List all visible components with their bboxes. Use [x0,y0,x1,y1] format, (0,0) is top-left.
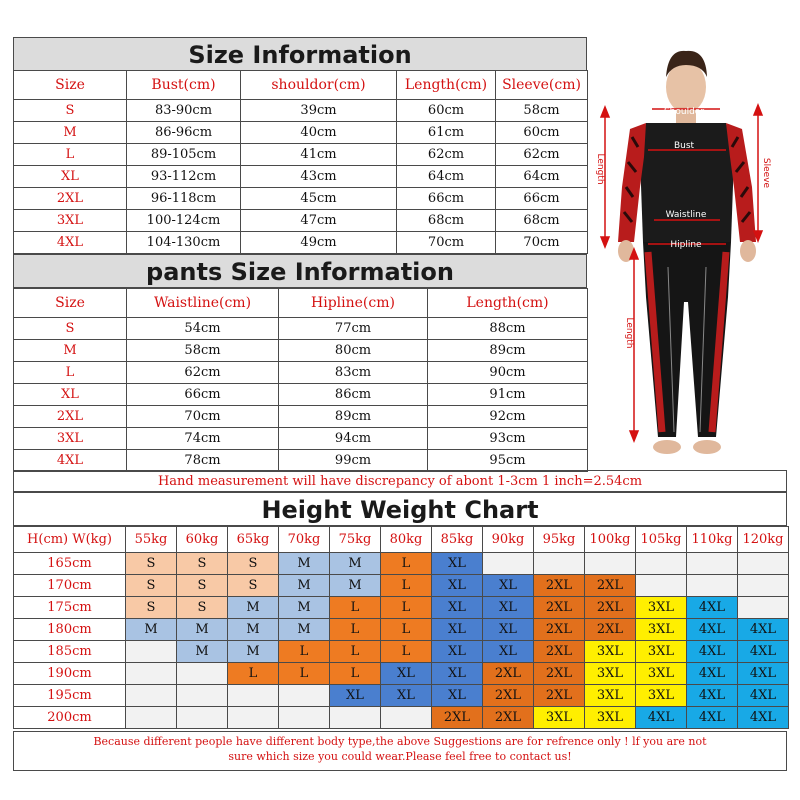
size-cell: M [14,340,127,362]
size-recommendation-cell: 2XL [534,641,585,663]
model-figure [588,37,787,470]
value-cell: 39cm [241,100,397,122]
size-cell: S [14,100,127,122]
size-recommendation-cell [228,685,279,707]
size-recommendation-cell: 2XL [432,707,483,729]
size-recommendation-cell [228,707,279,729]
size-recommendation-cell: XL [483,597,534,619]
size-recommendation-cell [177,663,228,685]
size-cell: XL [14,166,127,188]
size-recommendation-cell: L [279,663,330,685]
size-recommendation-cell [738,575,789,597]
value-cell: 90cm [428,362,588,384]
value-cell: 40cm [241,122,397,144]
measurement-note: Hand measurement will have discrepancy of abont 1-3cm 1 inch=2.54cm [13,470,787,492]
size-recommendation-cell: S [228,553,279,575]
size-cell: 3XL [14,210,127,232]
value-cell: 80cm [279,340,428,362]
size-recommendation-cell: 2XL [534,597,585,619]
height-cell: 190cm [14,663,126,685]
size-recommendation-cell: XL [483,619,534,641]
value-cell: 92cm [428,406,588,428]
size-recommendation-cell [126,641,177,663]
shirt-header-cell: Sleeve(cm) [496,71,588,100]
table-row [14,210,588,232]
value-cell: 54cm [127,318,279,340]
height-weight-title: Height Weight Chart [13,492,787,526]
weight-header-cell: 100kg [585,527,636,553]
value-cell: 83-90cm [127,100,241,122]
size-recommendation-cell: XL [432,663,483,685]
size-recommendation-cell [534,553,585,575]
size-recommendation-cell [177,707,228,729]
size-recommendation-cell: M [228,597,279,619]
height-cell: 200cm [14,707,126,729]
table-row [14,428,588,450]
size-recommendation-cell [636,553,687,575]
size-recommendation-cell: 2XL [585,597,636,619]
table-row [14,362,588,384]
value-cell: 64cm [397,166,496,188]
table-row [14,597,789,619]
weight-header-cell: 70kg [279,527,330,553]
value-cell: 45cm [241,188,397,210]
value-cell: 68cm [496,210,588,232]
size-cell: 2XL [14,406,127,428]
size-recommendation-cell [687,553,738,575]
size-recommendation-cell: XL [381,685,432,707]
size-recommendation-cell: M [330,575,381,597]
size-recommendation-cell: M [228,619,279,641]
sleeve-label: Sleeve [761,157,771,189]
size-recommendation-cell: 4XL [738,663,789,685]
size-recommendation-cell: S [228,575,279,597]
pants-header-cell: Waistline(cm) [127,289,279,318]
value-cell: 104-130cm [127,232,241,254]
shoulder-label: Shouldor [663,107,705,117]
size-recommendation-cell: L [330,597,381,619]
weight-header-cell: 95kg [534,527,585,553]
size-recommendation-cell: 4XL [687,663,738,685]
value-cell: 62cm [397,144,496,166]
weight-header-cell: 80kg [381,527,432,553]
size-cell: 2XL [14,188,127,210]
size-recommendation-cell: XL [330,685,381,707]
size-recommendation-cell [585,553,636,575]
size-cell: L [14,362,127,384]
size-recommendation-cell: XL [432,553,483,575]
table-row [14,122,588,144]
value-cell: 89cm [279,406,428,428]
size-cell: S [14,318,127,340]
size-recommendation-cell: 2XL [534,575,585,597]
size-recommendation-cell: S [177,553,228,575]
value-cell: 74cm [127,428,279,450]
size-recommendation-cell: 3XL [585,663,636,685]
size-recommendation-cell: L [228,663,279,685]
size-recommendation-cell [330,707,381,729]
size-recommendation-cell: 3XL [636,641,687,663]
size-recommendation-cell: S [126,553,177,575]
table-row [14,553,789,575]
size-recommendation-cell: 2XL [534,663,585,685]
value-cell: 43cm [241,166,397,188]
size-recommendation-cell: M [279,619,330,641]
table-row [14,100,588,122]
size-recommendation-cell: M [177,619,228,641]
shirt-size-title: Size Information [13,37,587,71]
weight-header-cell: 85kg [432,527,483,553]
height-cell: 165cm [14,553,126,575]
value-cell: 58cm [496,100,588,122]
size-recommendation-cell: 2XL [483,707,534,729]
weight-header-cell: 110kg [687,527,738,553]
value-cell: 60cm [397,100,496,122]
size-recommendation-cell: M [126,619,177,641]
size-recommendation-cell: M [279,553,330,575]
size-recommendation-cell: 4XL [738,685,789,707]
value-cell: 77cm [279,318,428,340]
value-cell: 83cm [279,362,428,384]
weight-header-cell: 60kg [177,527,228,553]
value-cell: 99cm [279,450,428,472]
bust-label: Bust [673,141,695,151]
size-recommendation-cell: L [330,619,381,641]
size-recommendation-cell: XL [432,575,483,597]
size-recommendation-cell: XL [381,663,432,685]
value-cell: 70cm [496,232,588,254]
value-cell: 60cm [496,122,588,144]
size-recommendation-cell: 4XL [687,685,738,707]
size-recommendation-cell: XL [432,597,483,619]
size-cell: L [14,144,127,166]
size-recommendation-cell [483,553,534,575]
size-recommendation-cell [636,575,687,597]
size-recommendation-cell [126,685,177,707]
weight-header-cell: 75kg [330,527,381,553]
shirt-header-cell: Bust(cm) [127,71,241,100]
height-cell: 175cm [14,597,126,619]
table-row [14,641,789,663]
size-recommendation-cell: 3XL [534,707,585,729]
pants-header-cell: Length(cm) [428,289,588,318]
value-cell: 94cm [279,428,428,450]
pants-header-cell: Hipline(cm) [279,289,428,318]
value-cell: 86-96cm [127,122,241,144]
size-cell: 4XL [14,450,127,472]
size-recommendation-cell: 4XL [687,641,738,663]
size-recommendation-cell: M [177,641,228,663]
table-row [14,685,789,707]
size-recommendation-cell: 4XL [687,597,738,619]
pants-header-row [14,289,588,318]
weight-header-cell: 65kg [228,527,279,553]
value-cell: 41cm [241,144,397,166]
size-recommendation-cell: S [177,575,228,597]
value-cell: 49cm [241,232,397,254]
size-recommendation-cell [279,685,330,707]
size-recommendation-cell: S [126,597,177,619]
value-cell: 86cm [279,384,428,406]
value-cell: 61cm [397,122,496,144]
size-recommendation-cell: 3XL [636,619,687,641]
size-recommendation-cell: L [381,553,432,575]
size-recommendation-cell: 3XL [585,685,636,707]
size-recommendation-cell: S [177,597,228,619]
value-cell: 62cm [127,362,279,384]
size-recommendation-cell: XL [483,641,534,663]
size-recommendation-cell: 4XL [738,707,789,729]
size-recommendation-cell: S [126,575,177,597]
size-recommendation-cell: L [330,663,381,685]
table-row [14,663,789,685]
size-recommendation-cell: 3XL [636,663,687,685]
value-cell: 68cm [397,210,496,232]
table-row [14,318,588,340]
shirt-header-row [14,71,588,100]
size-recommendation-cell: 3XL [636,597,687,619]
table-row [14,232,588,254]
size-recommendation-cell [381,707,432,729]
waistline-label: Waistline [665,210,707,220]
size-recommendation-cell: M [228,641,279,663]
size-recommendation-cell [126,707,177,729]
table-row [14,340,588,362]
height-cell: 195cm [14,685,126,707]
size-recommendation-cell: 4XL [687,707,738,729]
value-cell: 62cm [496,144,588,166]
size-recommendation-cell: 4XL [687,619,738,641]
value-cell: 66cm [397,188,496,210]
table-row [14,188,588,210]
size-recommendation-cell: 2XL [534,685,585,707]
pants-size-title: pants Size Information [13,254,587,288]
size-recommendation-cell [738,553,789,575]
size-cell: 3XL [14,428,127,450]
value-cell: 66cm [496,188,588,210]
value-cell: 70cm [397,232,496,254]
size-recommendation-cell: XL [432,619,483,641]
value-cell: 66cm [127,384,279,406]
value-cell: 64cm [496,166,588,188]
size-recommendation-cell: 2XL [483,685,534,707]
value-cell: 88cm [428,318,588,340]
value-cell: 95cm [428,450,588,472]
table-row [14,450,588,472]
table-row [14,144,588,166]
value-cell: 70cm [127,406,279,428]
size-recommendation-cell [126,663,177,685]
size-recommendation-cell: M [279,575,330,597]
value-cell: 100-124cm [127,210,241,232]
size-recommendation-cell: M [330,553,381,575]
shirt-size-table [13,70,588,254]
hipline-label: Hipline [670,240,702,250]
size-recommendation-cell: XL [432,685,483,707]
pants-size-table [13,288,588,472]
size-cell: M [14,122,127,144]
size-recommendation-cell: L [330,641,381,663]
size-recommendation-cell: L [381,619,432,641]
size-recommendation-cell [687,575,738,597]
size-recommendation-cell: 3XL [636,685,687,707]
value-cell: 58cm [127,340,279,362]
value-cell: 89cm [428,340,588,362]
pants-length-label: Length [624,317,634,349]
value-cell: 47cm [241,210,397,232]
height-cell: 170cm [14,575,126,597]
size-recommendation-cell: L [381,575,432,597]
size-cell: XL [14,384,127,406]
size-recommendation-cell: M [279,597,330,619]
height-cell: 185cm [14,641,126,663]
pants-header-cell: Size [14,289,127,318]
size-recommendation-cell: 3XL [585,641,636,663]
weight-header-cell: 55kg [126,527,177,553]
size-recommendation-cell: 2XL [534,619,585,641]
footer-note [13,731,787,771]
size-recommendation-cell: XL [432,641,483,663]
size-recommendation-cell: 3XL [585,707,636,729]
size-recommendation-cell [738,597,789,619]
size-recommendation-cell [279,707,330,729]
size-recommendation-cell: 4XL [738,619,789,641]
size-recommendation-cell: 2XL [585,575,636,597]
size-recommendation-cell: L [381,597,432,619]
value-cell: 93-112cm [127,166,241,188]
value-cell: 96-118cm [127,188,241,210]
value-cell: 78cm [127,450,279,472]
footer-note-line2: sure which size you could wear.Please feel free to contact us! [228,750,572,763]
shirt-header-cell: Size [14,71,127,100]
size-recommendation-cell: 2XL [483,663,534,685]
table-row [14,166,588,188]
table-row [14,707,789,729]
footer-note-line1: Because different people have different body type,the above Suggestions are for refrence only ! lf you are not [93,735,707,748]
table-row [14,575,789,597]
top-length-label: Length [595,153,605,185]
weight-header-cell: 120kg [738,527,789,553]
value-cell: 89-105cm [127,144,241,166]
weight-header-cell: 105kg [636,527,687,553]
height-cell: 180cm [14,619,126,641]
value-cell: 93cm [428,428,588,450]
size-recommendation-cell: L [279,641,330,663]
size-cell: 4XL [14,232,127,254]
size-recommendation-cell: XL [483,575,534,597]
shirt-header-cell: shouldor(cm) [241,71,397,100]
size-recommendation-cell: 4XL [636,707,687,729]
size-recommendation-cell: L [381,641,432,663]
size-recommendation-cell: 2XL [585,619,636,641]
hw-header-row [14,527,789,553]
table-row [14,406,588,428]
size-recommendation-cell: 4XL [738,641,789,663]
shirt-header-cell: Length(cm) [397,71,496,100]
hw-corner-cell: H(cm) W(kg) [14,527,126,553]
size-recommendation-cell [177,685,228,707]
table-row [14,619,789,641]
height-weight-table [13,526,789,729]
value-cell: 91cm [428,384,588,406]
table-row [14,384,588,406]
weight-header-cell: 90kg [483,527,534,553]
